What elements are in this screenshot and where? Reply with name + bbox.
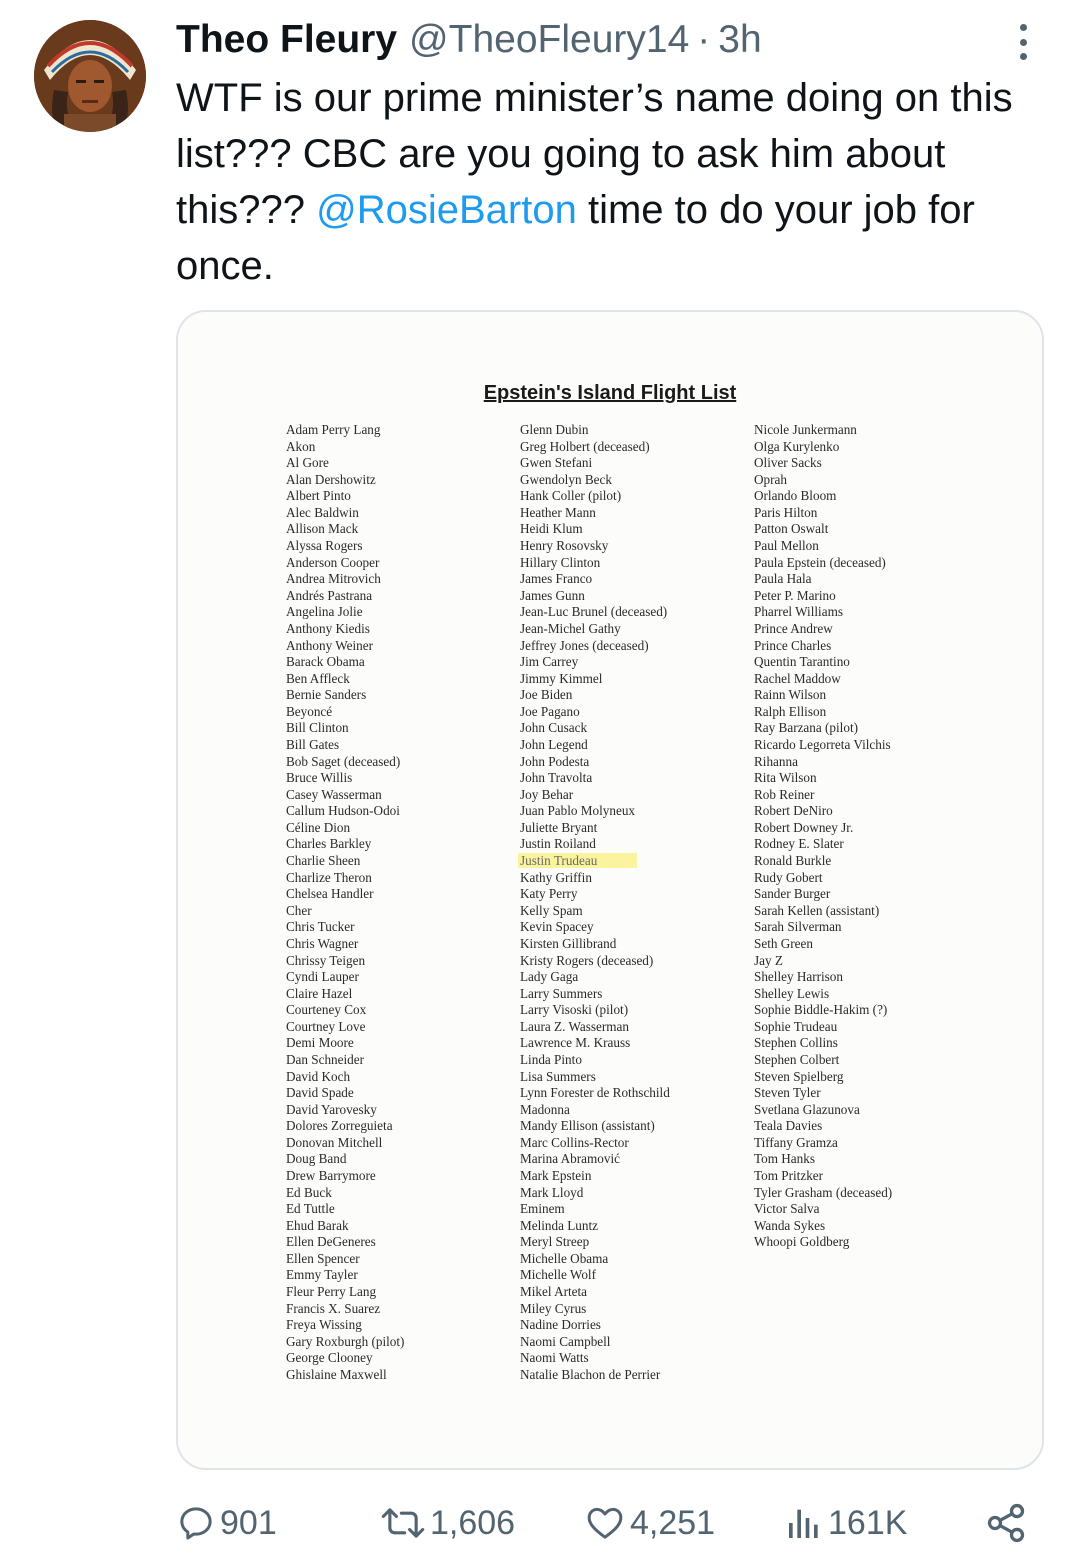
flight-list-name: Stephen Collins <box>754 1035 838 1051</box>
flight-list-name: Michelle Wolf <box>520 1267 596 1283</box>
flight-list-name: Marc Collins-Rector <box>520 1134 629 1150</box>
flight-list-name: David Spade <box>286 1085 354 1101</box>
flight-list-name: Nicole Junkermann <box>754 422 857 437</box>
name-column-1 <box>286 422 404 1384</box>
flight-list-name: Meryl Streep <box>520 1234 590 1250</box>
retweet-count: 1,606 <box>430 1503 516 1542</box>
flight-list-name: Rachel Maddow <box>754 670 841 686</box>
flight-list-name: John Podesta <box>520 753 590 769</box>
flight-list-name: Alan Dershowitz <box>286 471 376 487</box>
flight-list-name: Naomi Campbell <box>520 1333 611 1349</box>
header-separator: · <box>697 18 711 61</box>
flight-list-name: James Franco <box>520 571 593 587</box>
flight-list-name: David Koch <box>286 1068 351 1084</box>
timestamp[interactable]: 3h <box>718 18 762 61</box>
flight-list-name: Al Gore <box>286 455 329 471</box>
retweet-icon <box>380 1503 426 1543</box>
flight-list-name: Charlize Theron <box>286 869 372 885</box>
flight-list-name: Greg Holbert (deceased) <box>520 438 650 454</box>
flight-list-name: Lady Gaga <box>520 969 579 985</box>
flight-list-name: Katy Perry <box>520 886 578 902</box>
flight-list-name: Prince Andrew <box>754 620 833 636</box>
flight-list-name: Tiffany Gramza <box>754 1134 838 1150</box>
flight-list-name: Ralph Ellison <box>754 703 827 719</box>
avatar[interactable] <box>34 20 146 132</box>
retweet-button[interactable] <box>380 1495 515 1551</box>
flight-list-name: Chelsea Handler <box>286 886 374 902</box>
flight-list-name: Svetlana Glazunova <box>754 1101 860 1117</box>
flight-list-name: James Gunn <box>520 587 585 603</box>
document-scan <box>178 312 1042 1468</box>
mention-link[interactable]: @RosieBarton <box>316 188 577 232</box>
flight-list-name: Quentin Tarantino <box>754 654 850 670</box>
flight-list-name: Justin Roiland <box>520 836 596 852</box>
flight-list-name: Jean-Luc Brunel (deceased) <box>520 604 668 620</box>
tweet-media-image[interactable] <box>176 310 1044 1470</box>
avatar-image <box>34 20 146 132</box>
flight-list-name: Ehud Barak <box>286 1217 349 1233</box>
flight-list-name: Ellen Spencer <box>286 1250 360 1266</box>
flight-list-name: Shelley Lewis <box>754 985 830 1001</box>
flight-list-name: Fleur Perry Lang <box>286 1284 377 1300</box>
flight-list-name: Chrissy Teigen <box>286 952 366 968</box>
flight-list-name: David Yarovesky <box>286 1101 377 1117</box>
flight-list-name: Callum Hudson-Odoi <box>286 803 400 819</box>
flight-list-name: Courteney Cox <box>286 1002 367 1018</box>
flight-list-name: Larry Visoski (pilot) <box>520 1002 629 1018</box>
flight-list-name: Kirsten Gillibrand <box>520 935 617 951</box>
flight-list-name: Cher <box>286 902 312 918</box>
flight-list-name: Lisa Summers <box>520 1068 596 1084</box>
share-icon <box>984 1501 1028 1545</box>
flight-list-name: Peter P. Marino <box>754 587 836 603</box>
tweet-text-after: time to do your job for once. <box>176 188 975 288</box>
flight-list-name: Wanda Sykes <box>754 1217 826 1233</box>
flight-list-name: Paul Mellon <box>754 538 819 554</box>
flight-list-name: Paula Epstein (deceased) <box>754 554 886 570</box>
flight-list-name: John Legend <box>520 736 588 752</box>
flight-list-name: Andrés Pastrana <box>286 587 373 603</box>
flight-list-name: Cyndi Lauper <box>286 969 359 985</box>
flight-list-name: Henry Rosovsky <box>520 538 609 554</box>
flight-list-name: Glenn Dubin <box>520 422 589 437</box>
views-button[interactable] <box>784 1495 907 1551</box>
flight-list-name: Jimmy Kimmel <box>520 670 603 686</box>
flight-list-name: Rainn Wilson <box>754 687 827 703</box>
flight-list-name: Tyler Grasham (deceased) <box>754 1184 893 1200</box>
flight-list-name: Bob Saget (deceased) <box>286 753 401 769</box>
flight-list-name: Kristy Rogers (deceased) <box>520 952 654 968</box>
flight-list-name: Madonna <box>520 1101 570 1117</box>
flight-list-name: Albert Pinto <box>286 488 351 504</box>
reply-button[interactable] <box>176 1495 277 1551</box>
flight-list-name: Barack Obama <box>286 654 365 670</box>
flight-list-name: Hillary Clinton <box>520 554 601 570</box>
name-column-3 <box>754 422 892 1251</box>
highlighted-name: Justin Trudeau <box>518 853 637 868</box>
flight-list-name: Claire Hazel <box>286 985 353 1001</box>
flight-list-name: Oliver Sacks <box>754 455 822 471</box>
flight-list-name: Eminem <box>520 1201 565 1217</box>
flight-list-name: Heidi Klum <box>520 521 583 537</box>
author-name[interactable]: Theo Fleury <box>176 18 398 61</box>
flight-list-name: Teala Davies <box>754 1118 823 1134</box>
flight-list-name: Rihanna <box>754 753 798 769</box>
document-title: Epstein's Island Flight List <box>483 382 737 404</box>
flight-list-name: Laura Z. Wasserman <box>520 1018 629 1034</box>
flight-list-name: Jim Carrey <box>520 654 579 670</box>
flight-list-name: Mikel Arteta <box>520 1284 588 1300</box>
views-icon <box>784 1503 824 1543</box>
flight-list-name: Adam Perry Lang <box>286 422 381 437</box>
flight-list-name: Ghislaine Maxwell <box>286 1366 387 1382</box>
flight-list-name: Sander Burger <box>754 886 831 902</box>
flight-list-name: Jean-Michel Gathy <box>520 620 621 636</box>
flight-list-name: Linda Pinto <box>520 1051 582 1067</box>
name-column-2 <box>520 422 670 1384</box>
flight-list-name: Shelley Harrison <box>754 969 843 985</box>
flight-list-name: Anderson Cooper <box>286 554 380 570</box>
more-dot <box>1020 53 1027 60</box>
flight-list-name: Anthony Kiedis <box>286 620 370 636</box>
like-button[interactable] <box>584 1495 715 1551</box>
flight-list-name: Tom Hanks <box>754 1151 815 1167</box>
flight-list-name: Kathy Griffin <box>520 869 592 885</box>
flight-list-name: Paris Hilton <box>754 504 818 520</box>
reply-count: 901 <box>220 1503 277 1542</box>
flight-list-name: Angelina Jolie <box>286 604 363 620</box>
flight-list-name: Oprah <box>754 471 787 487</box>
flight-list-name: Céline Dion <box>286 819 351 835</box>
flight-list-name: Freya Wissing <box>286 1317 362 1333</box>
flight-list-name: Juan Pablo Molyneux <box>520 803 636 819</box>
flight-list-name: Naomi Watts <box>520 1350 589 1366</box>
more-icon[interactable] <box>1008 24 1038 60</box>
flight-list-name: Natalie Blachon de Perrier <box>520 1366 661 1382</box>
flight-list-name: Ben Affleck <box>286 670 350 686</box>
flight-list-name: Kevin Spacey <box>520 919 594 935</box>
flight-list-name: Courtney Love <box>286 1018 366 1034</box>
flight-list-name: Marina Abramović <box>520 1151 620 1167</box>
flight-list-name: Ed Tuttle <box>286 1201 335 1217</box>
views-count: 161K <box>828 1503 908 1542</box>
flight-list-name: Ellen DeGeneres <box>286 1234 376 1250</box>
flight-list-name: Ricardo Legorreta Vilchis <box>754 736 891 752</box>
tweet-text-before: WTF is our prime minister’s name doing on this list??? CBC are you going to ask him about this??? <box>176 76 1013 232</box>
flight-list-name: Gary Roxburgh (pilot) <box>286 1333 405 1349</box>
reply-icon <box>176 1503 216 1543</box>
flight-list-name: Alec Baldwin <box>286 504 359 520</box>
like-count: 4,251 <box>630 1503 716 1542</box>
flight-list-name: Hank Coller (pilot) <box>520 488 622 504</box>
flight-list-name: Mark Lloyd <box>520 1184 584 1200</box>
flight-list-name: John Travolta <box>520 770 593 786</box>
flight-list-name: Robert Downey Jr. <box>754 819 854 835</box>
flight-list-name: Francis X. Suarez <box>286 1300 381 1316</box>
tweet-text <box>176 70 1036 294</box>
flight-list-name: Sophie Biddle-Hakim (?) <box>754 1002 888 1018</box>
flight-list-name: Bill Gates <box>286 736 340 752</box>
flight-list-name: Michelle Obama <box>520 1250 609 1266</box>
flight-list-name: Kelly Spam <box>520 902 583 918</box>
flight-list-name: Steven Spielberg <box>754 1068 844 1084</box>
flight-list-name: Joy Behar <box>520 786 574 802</box>
flight-list-name: Prince Charles <box>754 637 832 653</box>
flight-list-name: Charlie Sheen <box>286 853 361 869</box>
flight-list-name: Orlando Bloom <box>754 488 837 504</box>
flight-list-name: John Cusack <box>520 720 588 736</box>
tweet-action-bar <box>0 1495 1080 1551</box>
flight-list-name: Bernie Sanders <box>286 687 367 703</box>
flight-list-name: Tom Pritzker <box>754 1168 824 1184</box>
flight-list-name: Dan Schneider <box>286 1051 364 1067</box>
flight-list-name: Joe Biden <box>520 687 573 703</box>
flight-list-name: Victor Salva <box>754 1201 820 1217</box>
flight-list-name: Chris Tucker <box>286 919 355 935</box>
flight-list-name: Ronald Burkle <box>754 853 832 869</box>
flight-list-name: Charles Barkley <box>286 836 372 852</box>
flight-list-name: Stephen Colbert <box>754 1051 840 1067</box>
tweet-header <box>176 18 762 64</box>
flight-list-name: Seth Green <box>754 935 813 951</box>
flight-list-name: Heather Mann <box>520 504 596 520</box>
flight-list-name: Whoopi Goldberg <box>754 1234 850 1250</box>
flight-list-name: Paula Hala <box>754 571 812 587</box>
flight-list-name: Gwendolyn Beck <box>520 471 612 487</box>
more-dot <box>1020 39 1027 46</box>
flight-list-name: Patton Oswalt <box>754 521 829 537</box>
flight-list-name: Sarah Silverman <box>754 919 842 935</box>
flight-list-name: Mark Epstein <box>520 1168 592 1184</box>
author-handle[interactable]: @TheoFleury14 <box>409 18 690 61</box>
flight-list-name: Demi Moore <box>286 1035 354 1051</box>
share-button[interactable] <box>984 1495 1028 1551</box>
flight-list-name: Gwen Stefani <box>520 455 593 471</box>
flight-list-name: Casey Wasserman <box>286 786 382 802</box>
flight-list-name: Ed Buck <box>286 1184 332 1200</box>
flight-list-name: Rob Reiner <box>754 786 815 802</box>
flight-list-name: Larry Summers <box>520 985 603 1001</box>
flight-list-name: Drew Barrymore <box>286 1168 376 1184</box>
flight-list-name: Bruce Willis <box>286 770 353 786</box>
flight-list-name: Dolores Zorreguieta <box>286 1118 393 1134</box>
flight-list-name: Jay Z <box>754 952 783 968</box>
like-icon <box>584 1503 626 1543</box>
flight-list-name: Andrea Mitrovich <box>286 571 381 587</box>
flight-list-name: Melinda Luntz <box>520 1217 599 1233</box>
flight-list-name: Anthony Weiner <box>286 637 373 653</box>
flight-list-name: Jeffrey Jones (deceased) <box>520 637 649 653</box>
flight-list-name: Mandy Ellison (assistant) <box>520 1118 655 1134</box>
flight-list-name: Allison Mack <box>286 521 359 537</box>
flight-list-name: Sophie Trudeau <box>754 1018 838 1034</box>
more-dot <box>1020 24 1027 31</box>
flight-list-name: Ray Barzana (pilot) <box>754 720 858 736</box>
flight-list-name: Pharrel Williams <box>754 604 843 620</box>
flight-list-name: Donovan Mitchell <box>286 1134 383 1150</box>
flight-list-name: Lynn Forester de Rothschild <box>520 1085 670 1101</box>
flight-list-name: Emmy Tayler <box>286 1267 358 1283</box>
flight-list-name: Chris Wagner <box>286 935 359 951</box>
flight-list-name: Rudy Gobert <box>754 869 823 885</box>
flight-list-name: Miley Cyrus <box>520 1300 587 1316</box>
flight-list-name: Steven Tyler <box>754 1085 821 1101</box>
flight-list-name: Beyoncé <box>286 703 333 719</box>
flight-list-name: Doug Band <box>286 1151 347 1167</box>
flight-list-name: Joe Pagano <box>520 703 580 719</box>
flight-list-name: Robert DeNiro <box>754 803 833 819</box>
flight-list-name: Sarah Kellen (assistant) <box>754 902 880 918</box>
flight-list-name: Juliette Bryant <box>520 819 598 835</box>
flight-list-name: Nadine Dorries <box>520 1317 601 1333</box>
flight-list-name <box>520 853 670 870</box>
flight-list-name: Rodney E. Slater <box>754 836 844 852</box>
flight-list-name: Bill Clinton <box>286 720 349 736</box>
flight-list-name: George Clooney <box>286 1350 373 1366</box>
flight-list-name: Alyssa Rogers <box>286 538 363 554</box>
flight-list-name: Olga Kurylenko <box>754 438 840 454</box>
flight-list-name: Lawrence M. Krauss <box>520 1035 631 1051</box>
flight-list-name: Akon <box>286 438 316 454</box>
flight-list-name: Rita Wilson <box>754 770 817 786</box>
